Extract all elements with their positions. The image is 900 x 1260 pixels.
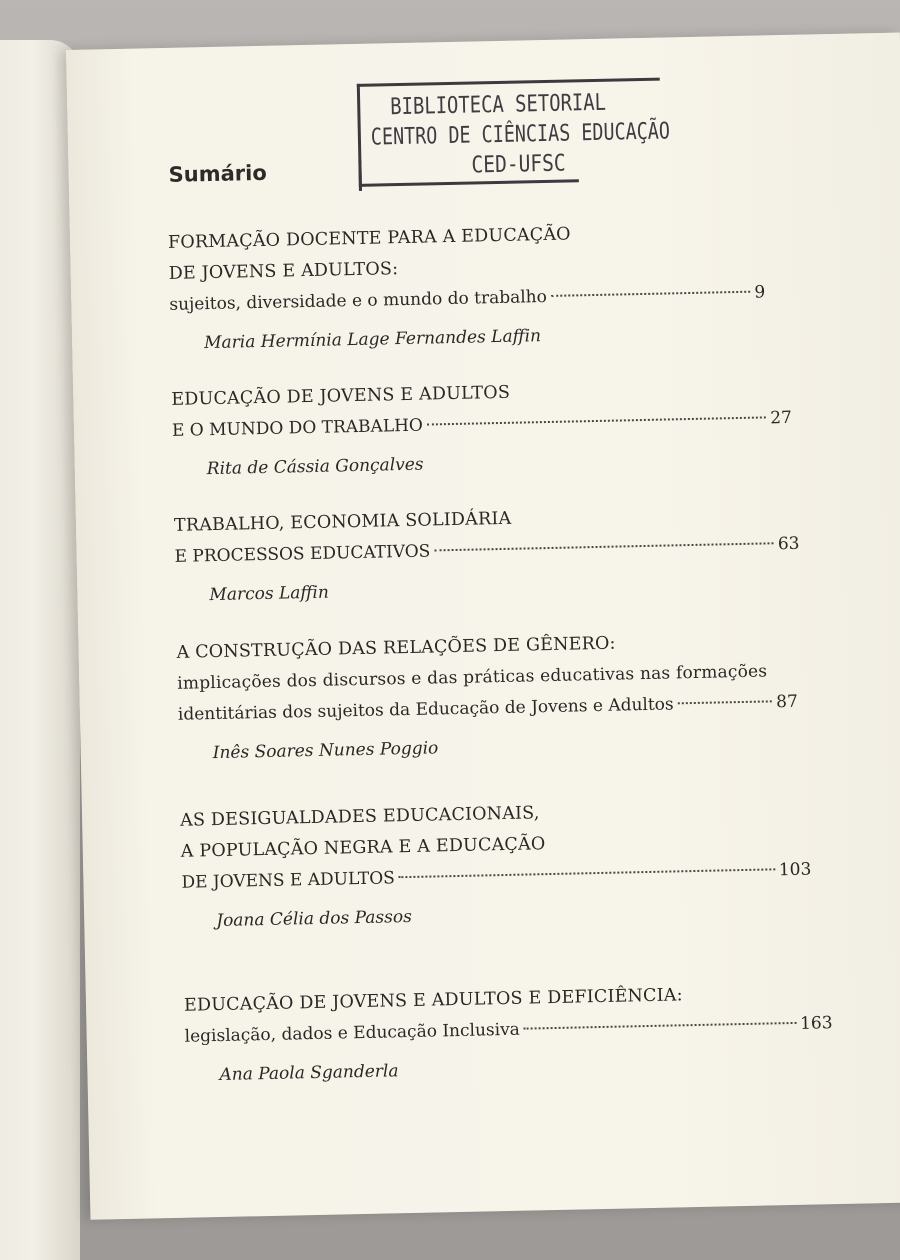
page-number: 27 (770, 407, 793, 429)
entry-subtitle-line: implicações dos discursos e das práticas educativas nas formações (177, 661, 768, 694)
entry-subtitle: identitárias dos sujeitos da Educação de Jovens e Adultos (177, 694, 674, 725)
page-number: 103 (778, 859, 812, 881)
entry-title-line: EDUCAÇÃO DE JOVENS E ADULTOS E DEFICIÊNCIA: (183, 985, 683, 1016)
dot-leader (678, 700, 773, 704)
toc-entry (174, 498, 801, 611)
page-number: 87 (775, 691, 799, 713)
library-stamp (357, 78, 671, 191)
entry-title-line: A POPULAÇÃO NEGRA E A EDUCAÇÃO (180, 834, 546, 862)
entry-subtitle: DE JOVENS E ADULTOS (181, 868, 396, 893)
entry-title-line: AS DESIGUALDADES EDUCACIONAIS, (179, 803, 540, 831)
page-number: 63 (777, 533, 800, 555)
entry-title-line: DE JOVENS E ADULTOS: (168, 259, 399, 284)
entry-title-line: A CONSTRUÇÃO DAS RELAÇÕES DE GÊNERO: (176, 633, 616, 663)
entry-author: Ana Paola Sganderla (219, 1061, 399, 1086)
entry-author: Marcos Laffin (209, 582, 330, 606)
dot-leader (434, 542, 774, 551)
book-page (66, 33, 900, 1220)
entry-author: Joana Célia dos Passos (216, 906, 413, 932)
dot-leader (524, 1022, 796, 1030)
entry-title-line: TRABALHO, ECONOMIA SOLIDÁRIA (173, 508, 512, 536)
toc-entry (168, 215, 767, 358)
entry-author: Maria Hermínia Lage Fernandes Laffin (203, 326, 542, 354)
toc-entry (176, 625, 799, 769)
entry-title-line: FORMAÇÃO DOCENTE PARA A EDUCAÇÃO (167, 224, 571, 253)
dot-leader (551, 291, 751, 297)
facing-page (0, 40, 80, 1260)
entry-subtitle: E PROCESSOS EDUCATIVOS (174, 541, 431, 567)
toc-entry (171, 372, 793, 485)
toc-entry (180, 793, 813, 937)
page-title: Sumário (168, 160, 267, 187)
stamp-line-3: CED-UFSC (471, 150, 566, 179)
entry-author: Rita de Cássia Gonçalves (206, 454, 424, 480)
entry-author: Inês Soares Nunes Poggio (212, 738, 439, 764)
dot-leader (399, 868, 775, 878)
page-number: 9 (754, 282, 766, 303)
stamp-line-2: CENTRO DE CIÊNCIAS EDUCAÇÃO (370, 118, 671, 151)
entry-subtitle: legislação, dados e Educação Inclusiva (184, 1019, 521, 1047)
entry-title-line: EDUCAÇÃO DE JOVENS E ADULTOS (171, 382, 511, 410)
entry-subtitle: sujeitos, diversidade e o mundo do trabalho (169, 286, 548, 315)
toc-entry (184, 977, 834, 1091)
stamp-line-1: BIBLIOTECA SETORIAL (389, 89, 607, 121)
page-number: 163 (799, 1013, 833, 1034)
dot-leader (427, 416, 766, 425)
entry-subtitle: E O MUNDO DO TRABALHO (171, 415, 424, 441)
